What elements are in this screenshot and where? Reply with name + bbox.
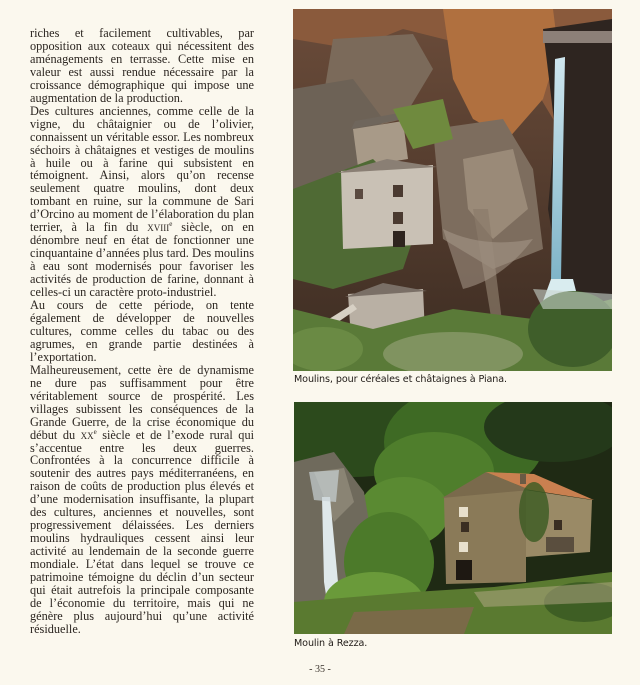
superscript: e bbox=[169, 220, 173, 229]
photo-mills-piana bbox=[293, 9, 612, 371]
paragraph: Au cours de cette période, on tente également de développer de nouvelles cultures, comme celles du tabac ou des agrumes, en grande partie destinées à l’exportation. bbox=[30, 298, 254, 364]
text-run: siècle, on en dénombre neuf en état de fonctionner une cinquantaine d’années plus tard. Des moulins à eau sont modernisés pour favoriser les activités de production de farine, donnant à celles-ci un caractère proto-industriel. bbox=[30, 220, 254, 300]
text-run: siècle et de l’exode rural qui s’accentue entre les deux guerres. Confrontées à la concurrence difficile à soutenir des autres pays méditerranéens, en raison de coûts de production plus élevés et d’une modernisation insuffisante, la plupart des cultures, anciennes et nouvelles, sont progressivement délaissées. Les derniers moulins hydrauliques cessent ainsi leur activité au lendemain de la seconde guerre mondiale. L’état dans lequel se trouve ce patrimoine témoigne du déclin d’un secteur qui était autrefois la principale composante de l’économie du territoire, mais qui ne génère plus aujourd’hui qu’une activité résiduelle. bbox=[30, 427, 255, 636]
photo-caption: Moulins, pour céréales et châtaignes à Piana. bbox=[294, 374, 508, 385]
photo-caption: Moulin à Rezza. bbox=[294, 638, 368, 649]
superscript: e bbox=[93, 427, 97, 436]
paragraph: riches et facilement cultivables, par opposition aux coteaux qui nécessitent des aménagements en terrasse. Cette mise en valeur est aussi rendue nécessaire par la croissance démographique qui impose une augmentation de la production. bbox=[30, 26, 254, 105]
body-text-column bbox=[30, 27, 254, 636]
century-numeral: xviii bbox=[147, 220, 170, 235]
century-numeral: xx bbox=[80, 427, 94, 442]
page-number: - 35 - bbox=[309, 664, 331, 675]
photo-mill-rezza bbox=[294, 402, 612, 634]
text-run: Malheureusement, cette ère de dynamisme ne dure pas suffisamment pour être véritablement source de prospérité. Les villages subissent les conséquences de la Grande Guerre, de la crise économique du début du bbox=[30, 362, 254, 442]
paragraph bbox=[30, 364, 254, 636]
text-run: Des cultures anciennes, comme celle de la vigne, du châtaignier ou de l’olivier, connaissent un véritable essor. Les nombreux séchoirs à châtaignes et vestiges de moulins à huile ou à farine qui subsistent en témoignent. Ainsi, alors qu’on recense seulement quatre moulins, dont deux tombant en ruine, sur la commune de Sari d’Orcino au moment de l’élaboration du plan terrier, à la fin du bbox=[30, 103, 254, 235]
paragraph bbox=[30, 105, 254, 299]
